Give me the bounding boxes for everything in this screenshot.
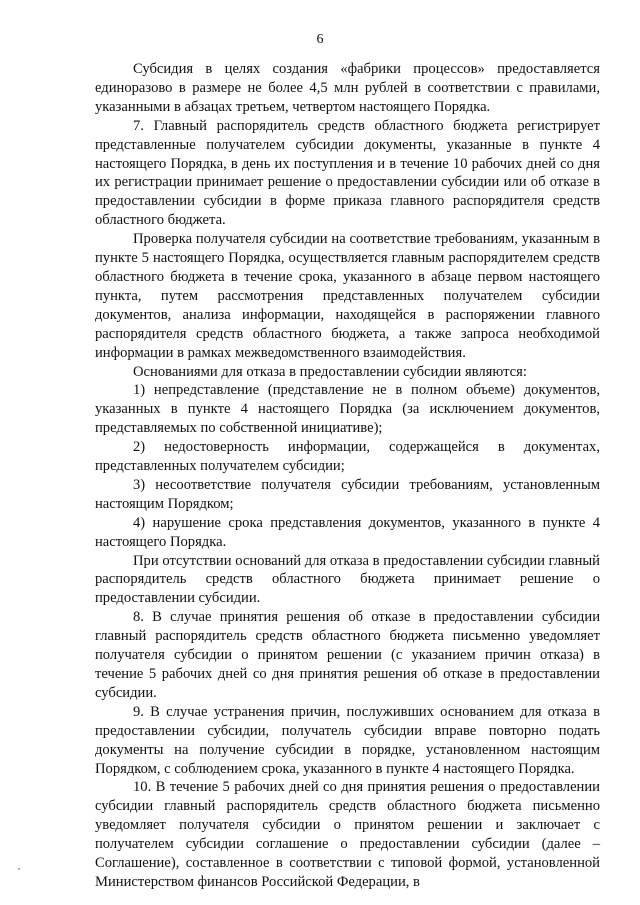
- paragraph-refusal-grounds: Основаниями для отказа в предоставлении субсидии являются:: [133, 363, 527, 380]
- paragraph-no-grounds: При отсутствии оснований для отказа в предоставлении субсидии главный распорядитель средств областного бюджета принимает решение о предоставлении субсидии.: [95, 552, 600, 607]
- paragraph-ground-2: 2) недостоверность информации, содержащейся в документах, представленных получателем субсидии;: [95, 439, 600, 475]
- paragraph-item-9: 9. В случае устранения причин, послуживших основанием для отказа в предоставлении субсидии, получатель субсидии вправе повторно подать документы на получение субсидии в порядке, установленном настоящим Порядком, с соблюдением срока, указанного в пункте 4 настоящего Порядка.: [95, 703, 600, 777]
- paragraph-ground-4: 4) нарушение срока представления документов, указанного в пункте 4 настоящего Порядка.: [95, 514, 600, 550]
- paragraph-item-10: 10. В течение 5 рабочих дней со дня принятия решения о предоставлении субсидии главный распорядитель средств областного бюджета письменно уведомляет получателя субсидии о принятом решении и заключает с получателем субсидии соглашение о предоставлении субсидии (далее – Соглашение), составленное в соответствии с типовой формой, установленной Министерством финансов Российской Федерации, в: [95, 779, 600, 890]
- page-number: 6: [316, 32, 324, 47]
- document-body: [95, 60, 600, 892]
- paragraph-subsidy-factory: Субсидия в целях создания «фабрики процессов» предоставляется единоразово в размере не более 4,5 млн рублей в соответствии с правилами, указанными в абзацах третьем, четвертом настоящего Порядка.: [95, 61, 600, 115]
- paragraph-ground-1: 1) непредставление (представление не в полном объеме) документов, указанных в пункте 4 настоящего Порядка (за исключением документов, представляемых по собственной инициативе);: [95, 382, 600, 437]
- paragraph-ground-3: 3) несоответствие получателя субсидии требованиям, установленным настоящим Порядком;: [95, 476, 600, 512]
- paragraph-item-7: 7. Главный распорядитель средств областного бюджета регистрирует представленные получателем субсидии документы, указанные в пункте 4 настоящего Порядка, в день их поступления и в течение 10 рабочих дней со дня их регистрации принимает решение о предоставлении субсидии или об отказе в предоставлении субсидии в форме приказа главного распорядителя средств областного бюджета.: [95, 117, 600, 229]
- scan-artifact: [18, 868, 20, 870]
- paragraph-item-8: 8. В случае принятия решения об отказе в предоставлении субсидии главный распорядитель средств областного бюджета письменно уведомляет получателя субсидии о принятом решении (с указанием причин отказа) в течение 5 рабочих дней со дня принятия решения об отказе в предоставлении субсидии.: [95, 609, 600, 701]
- paragraph-recipient-check: Проверка получателя субсидии на соответствие требованиям, указанным в пункте 5 настоящего Порядка, осуществляется главным распорядителем средств областного бюджета в течение срока, указанного в абзаце первом настоящего пункта, путем рассмотрения представленных получателем субсидии документов, анализа информации, находящейся в распоряжении главного распорядителя средств областного бюджета, а также запроса необходимой информации в рамках межведомственного взаимодействия.: [95, 231, 600, 361]
